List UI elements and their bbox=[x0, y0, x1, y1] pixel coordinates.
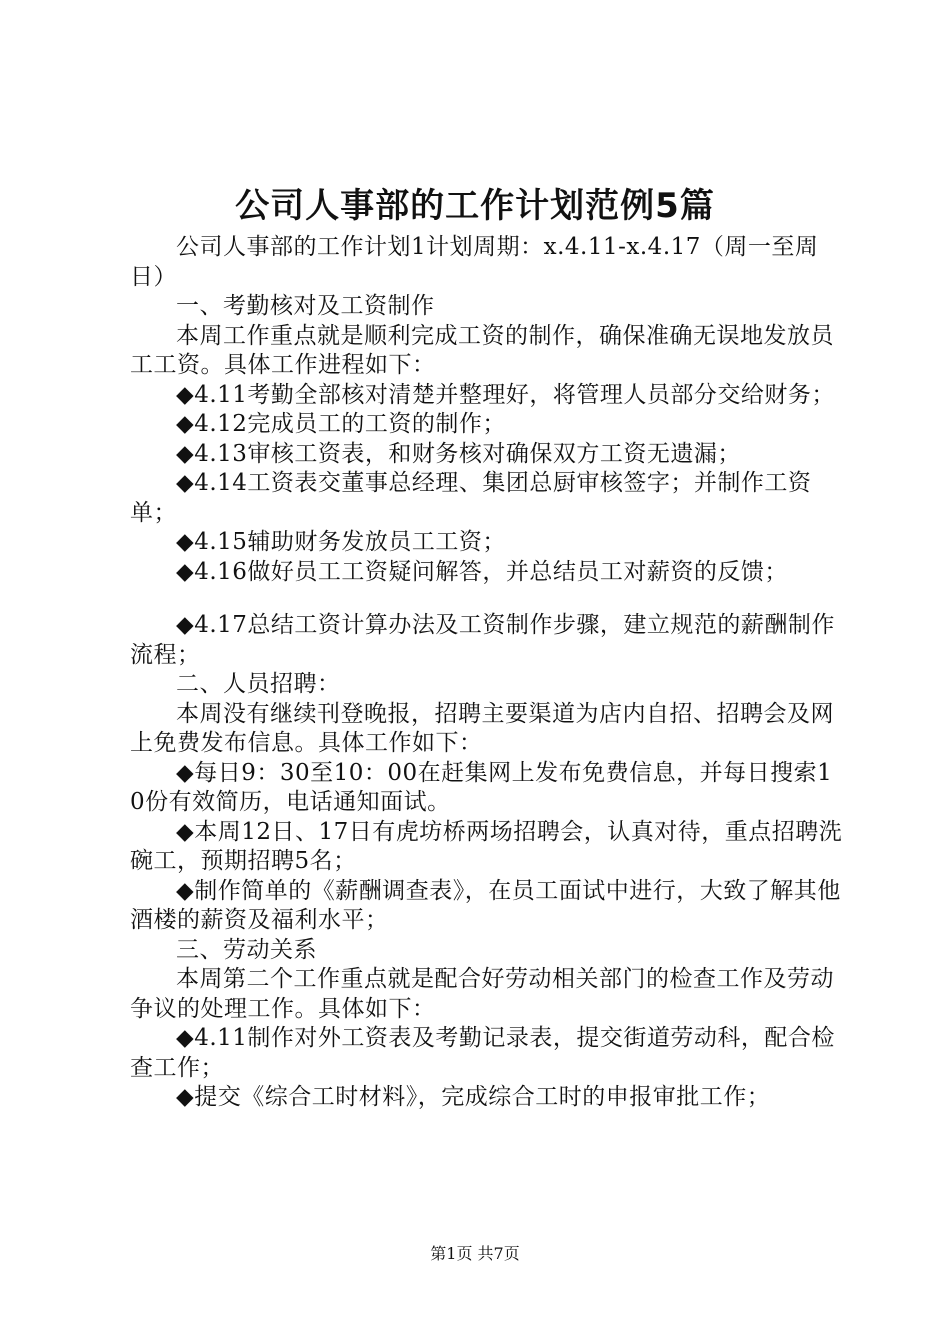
list-item: ◆4.16做好员工工资疑问解答，并总结员工对薪资的反馈； bbox=[176, 558, 788, 585]
paragraph: 本周没有继续刊登晚报，招聘主要渠道为店内自招、招聘会及网上免费发布信息。具体工作如下： bbox=[130, 700, 834, 756]
list-item: ◆制作简单的《薪酬调查表》，在员工面试中进行，大致了解其他酒楼的薪资及福利水平； bbox=[130, 877, 841, 933]
list-item: ◆每日9：30至10：00在赶集网上发布免费信息，并每日搜索10份有效简历，电话通知面试。 bbox=[130, 759, 833, 815]
paragraph: 本周工作重点就是顺利完成工资的制作，确保准确无误地发放员工工资。具体工作进程如下： bbox=[130, 322, 834, 378]
list-item: ◆提交《综合工时材料》，完成综合工时的申报审批工作； bbox=[176, 1084, 771, 1110]
list-item: ◆4.13审核工资表，和财务核对确保双方工资无遗漏； bbox=[176, 440, 741, 467]
document-title: 公司人事部的工作计划范例5篇 bbox=[235, 186, 715, 226]
paragraph: 公司人事部的工作计划1计划周期：x.4.11-x.4.17（周一至周日） bbox=[130, 234, 819, 290]
list-item: ◆4.14工资表交董事总经理、集团总厨审核签字；并制作工资单； bbox=[130, 470, 812, 526]
list-item: ◆4.15辅助财务发放员工工资； bbox=[176, 529, 506, 555]
list-item: ◆4.11考勤全部核对清楚并整理好，将管理人员部分交给财务； bbox=[176, 381, 835, 408]
section-heading: 三、劳动关系 bbox=[176, 936, 317, 963]
page-footer: 第1页 共7页 bbox=[430, 1244, 520, 1263]
section-heading: 二、人员招聘： bbox=[176, 671, 341, 697]
paragraph: 本周第二个工作重点就是配合好劳动相关部门的检查工作及劳动争议的处理工作。具体如下： bbox=[130, 966, 834, 1022]
section-heading: 一、考勤核对及工资制作 bbox=[176, 293, 435, 319]
list-item: ◆4.17总结工资计算办法及工资制作步骤，建立规范的薪酬制作流程； bbox=[130, 612, 835, 668]
document-body bbox=[130, 233, 845, 1113]
list-item: ◆本周12日、17日有虎坊桥两场招聘会，认真对待，重点招聘洗碗工，预期招聘5名； bbox=[130, 818, 843, 874]
list-item: ◆4.12完成员工的工资的制作； bbox=[176, 411, 506, 437]
list-item: ◆4.11制作对外工资表及考勤记录表，提交街道劳动科，配合检查工作； bbox=[130, 1025, 835, 1081]
